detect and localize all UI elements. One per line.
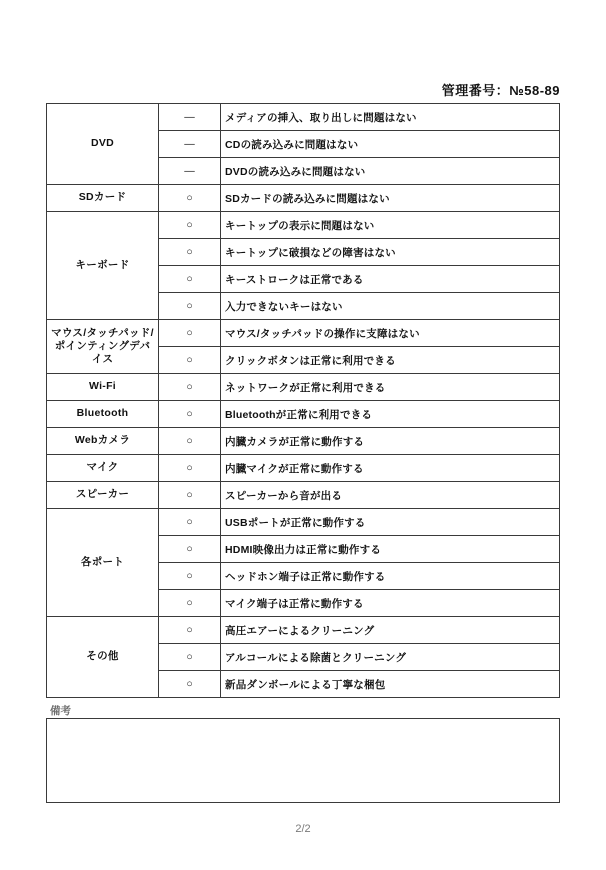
check-mark-cell[interactable]: ○ [159,617,221,644]
check-mark-cell[interactable]: — [159,104,221,131]
check-item-cell: キートップに破損などの障害はない [221,239,560,266]
category-cell: SDカード [47,185,159,212]
table-row [47,185,560,212]
check-item-cell: 高圧エアーによるクリーニング [221,617,560,644]
check-item-cell: DVDの読み込みに問題はない [221,158,560,185]
category-cell: Bluetooth [47,401,159,428]
remarks-label: 備考 [50,705,71,717]
category-cell: スピーカー [47,482,159,509]
check-item-cell: 新品ダンボールによる丁寧な梱包 [221,671,560,698]
check-mark-cell[interactable]: — [159,131,221,158]
check-item-cell: マイク端子は正常に動作する [221,590,560,617]
check-mark-cell[interactable]: ○ [159,671,221,698]
table-row [47,374,560,401]
inspection-checklist-table [46,103,560,698]
table-row [47,617,560,644]
check-item-cell: メディアの挿入、取り出しに問題はない [221,104,560,131]
check-item-cell: 内臓マイクが正常に動作する [221,455,560,482]
check-mark-cell[interactable]: ○ [159,293,221,320]
remarks-box[interactable] [46,718,560,803]
category-cell: Wi-Fi [47,374,159,401]
table-row [47,401,560,428]
category-cell: 各ポート [47,509,159,617]
category-cell: その他 [47,617,159,698]
check-item-cell: ネットワークが正常に利用できる [221,374,560,401]
check-item-cell: Bluetoothが正常に利用できる [221,401,560,428]
check-mark-cell[interactable]: ○ [159,374,221,401]
check-mark-cell[interactable]: ○ [159,212,221,239]
check-item-cell: スピーカーから音が出る [221,482,560,509]
check-item-cell: HDMI映像出力は正常に動作する [221,536,560,563]
category-cell: DVD [47,104,159,185]
document-number: 管理番号：№58-89 [441,83,560,98]
check-item-cell: マウス/タッチパッドの操作に支障はない [221,320,560,347]
check-item-cell: ヘッドホン端子は正常に動作する [221,563,560,590]
category-cell: キーボード [47,212,159,320]
check-mark-cell[interactable]: ○ [159,509,221,536]
check-item-cell: USBポートが正常に動作する [221,509,560,536]
check-item-cell: キーストロークは正常である [221,266,560,293]
check-item-cell: キートップの表示に問題はない [221,212,560,239]
check-mark-cell[interactable]: ○ [159,347,221,374]
check-mark-cell[interactable]: ○ [159,401,221,428]
check-item-cell: アルコールによる除菌とクリーニング [221,644,560,671]
check-mark-cell[interactable]: ○ [159,320,221,347]
category-cell: Webカメラ [47,428,159,455]
check-item-cell: 入力できないキーはない [221,293,560,320]
check-mark-cell[interactable]: ○ [159,536,221,563]
checklist-body [47,104,560,698]
check-mark-cell[interactable]: ○ [159,563,221,590]
table-row [47,455,560,482]
check-mark-cell[interactable]: ○ [159,455,221,482]
check-mark-cell[interactable]: — [159,158,221,185]
table-row [47,212,560,239]
category-cell: マウス/タッチパッド/ポインティングデバイス [47,320,159,374]
table-row [47,320,560,347]
check-item-cell: SDカードの読み込みに問題はない [221,185,560,212]
check-mark-cell[interactable]: ○ [159,239,221,266]
check-mark-cell[interactable]: ○ [159,644,221,671]
check-item-cell: CDの読み込みに問題はない [221,131,560,158]
category-cell: マイク [47,455,159,482]
table-row [47,104,560,131]
table-row [47,509,560,536]
check-mark-cell[interactable]: ○ [159,428,221,455]
page-number: 2/2 [295,823,311,835]
check-mark-cell[interactable]: ○ [159,482,221,509]
check-item-cell: クリックボタンは正常に利用できる [221,347,560,374]
check-mark-cell[interactable]: ○ [159,266,221,293]
check-mark-cell[interactable]: ○ [159,185,221,212]
table-row [47,428,560,455]
check-mark-cell[interactable]: ○ [159,590,221,617]
check-item-cell: 内臓カメラが正常に動作する [221,428,560,455]
table-row [47,482,560,509]
